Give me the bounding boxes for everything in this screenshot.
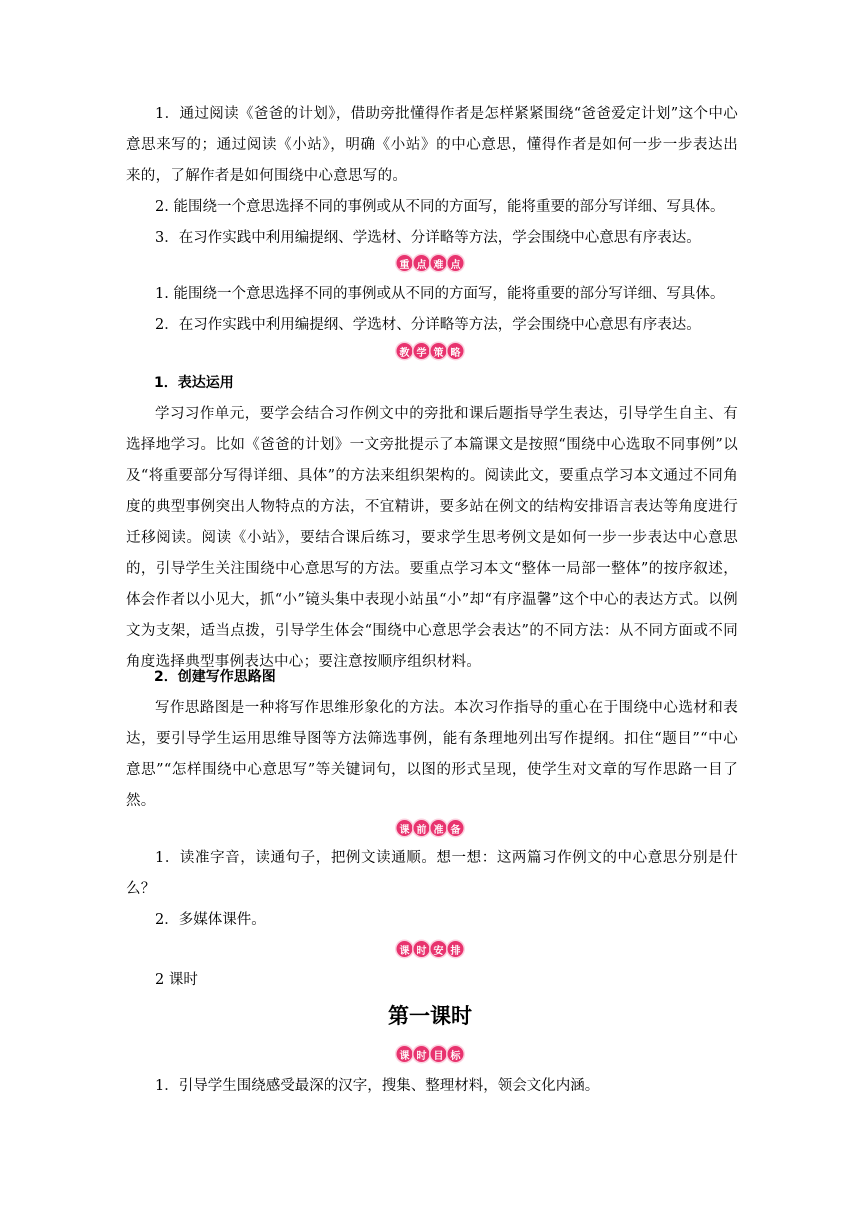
prep-2: 2．多媒体课件。 [155,912,266,928]
badge-char: 目 [431,1046,447,1062]
badge-char: 学 [414,343,430,359]
badge-char: 标 [448,1046,464,1062]
badge-char: 前 [414,820,430,836]
schedule-text: 2 课时 [155,972,198,988]
strategy-heading-1: 1．表达运用 [154,375,234,391]
badge-keypoints [397,255,464,271]
badge-char: 略 [448,343,464,359]
goal-2: 2. 能围绕一个意思选择不同的事例或从不同的方面写，能将重要的部分写详细、写具体。 [155,199,725,215]
badge-char: 点 [448,255,464,271]
prep-1: 1．读准字音，读通句子，把例文读通顺。想一想：这两篇习作例文的中心意思分别是什么？ [126,850,738,897]
keypoint-2: 2．在习作实践中利用编提纲、学选材、分详略等方法，学会围绕中心意思有序表达。 [155,317,701,333]
goal-1: 1．通过阅读《爸爸的计划》，借助旁批懂得作者是怎样紧紧围绕“爸爸爱定计划”这个中心意思来写的；通过阅读《小站》，明确《小站》的中心意思，懂得作者是如何一步一步表达出来的，了解作者是如何围绕中心意思写的。 [126,106,738,184]
strategy-paragraph-2: 写作思路图是一种将写作思维形象化的方法。本次习作指导的重心在于围绕中心选材和表达，要引导学生运用思维导图等方法筛选事例，能有条理地列出写作提纲。扣住“题目”“中心意思”“怎样围绕中心意思写”等关键词句，以图的形式呈现，使学生对文章的写作思路一目了然。 [126,700,738,809]
lesson-goal-1: 1．引导学生围绕感受最深的汉字，搜集、整理材料，领会文化内涵。 [155,1078,600,1094]
badge-char: 教 [397,343,413,359]
badge-char: 排 [448,941,464,957]
lesson-title: 第一课时 [388,1004,472,1028]
keypoint-1: 1. 能围绕一个意思选择不同的事例或从不同的方面写，能将重要的部分写详细、写具体。 [155,286,725,302]
badge-char: 点 [414,255,430,271]
badge-char: 准 [431,820,447,836]
badge-lesson-goals [397,1046,464,1062]
badge-char: 安 [431,941,447,957]
badge-char: 课 [397,820,413,836]
badge-char: 课 [397,941,413,957]
badge-char: 时 [414,941,430,957]
badge-schedule [397,941,464,957]
badge-prep [397,820,464,836]
badge-strategy [397,343,464,359]
strategy-heading-2: 2．创建写作思路图 [154,669,276,685]
badge-char: 时 [414,1046,430,1062]
badge-char: 难 [431,255,447,271]
badge-char: 重 [397,255,413,271]
badge-char: 策 [431,343,447,359]
goal-3: 3．在习作实践中利用编提纲、学选材、分详略等方法，学会围绕中心意思有序表达。 [155,230,701,246]
badge-char: 备 [448,820,464,836]
badge-char: 课 [397,1046,413,1062]
strategy-paragraph-1: 学习习作单元，要学会结合习作例文中的旁批和课后题指导学生表达，引导学生自主、有选择地学习。比如《爸爸的计划》一文旁批提示了本篇课文是按照“围绕中心选取不同事例”以及“将重要部分写得详细、具体”的方法来组织架构的。阅读此文，要重点学习本文通过不同角度的典型事例突出人物特点的方法，不宜精讲，要多站在例文的结构安排语言表达等角度进行迁移阅读。阅读《小站》，要结合课后练习，要求学生思考例文是如何一步一步表达中心意思的，引导学生关注围绕中心意思写的方法。要重点学习本文“整体一局部一整体”的按序叙述，体会作者以小见大，抓“小”镜头集中表现小站虽“小”却“有序温馨”这个中心的表达方式。以例文为支架，适当点拨，引导学生体会“围绕中心意思学会表达”的不同方法：从不同方面或不同角度选择典型事例表达中心；要注意按顺序组织材料。 [126,406,738,670]
